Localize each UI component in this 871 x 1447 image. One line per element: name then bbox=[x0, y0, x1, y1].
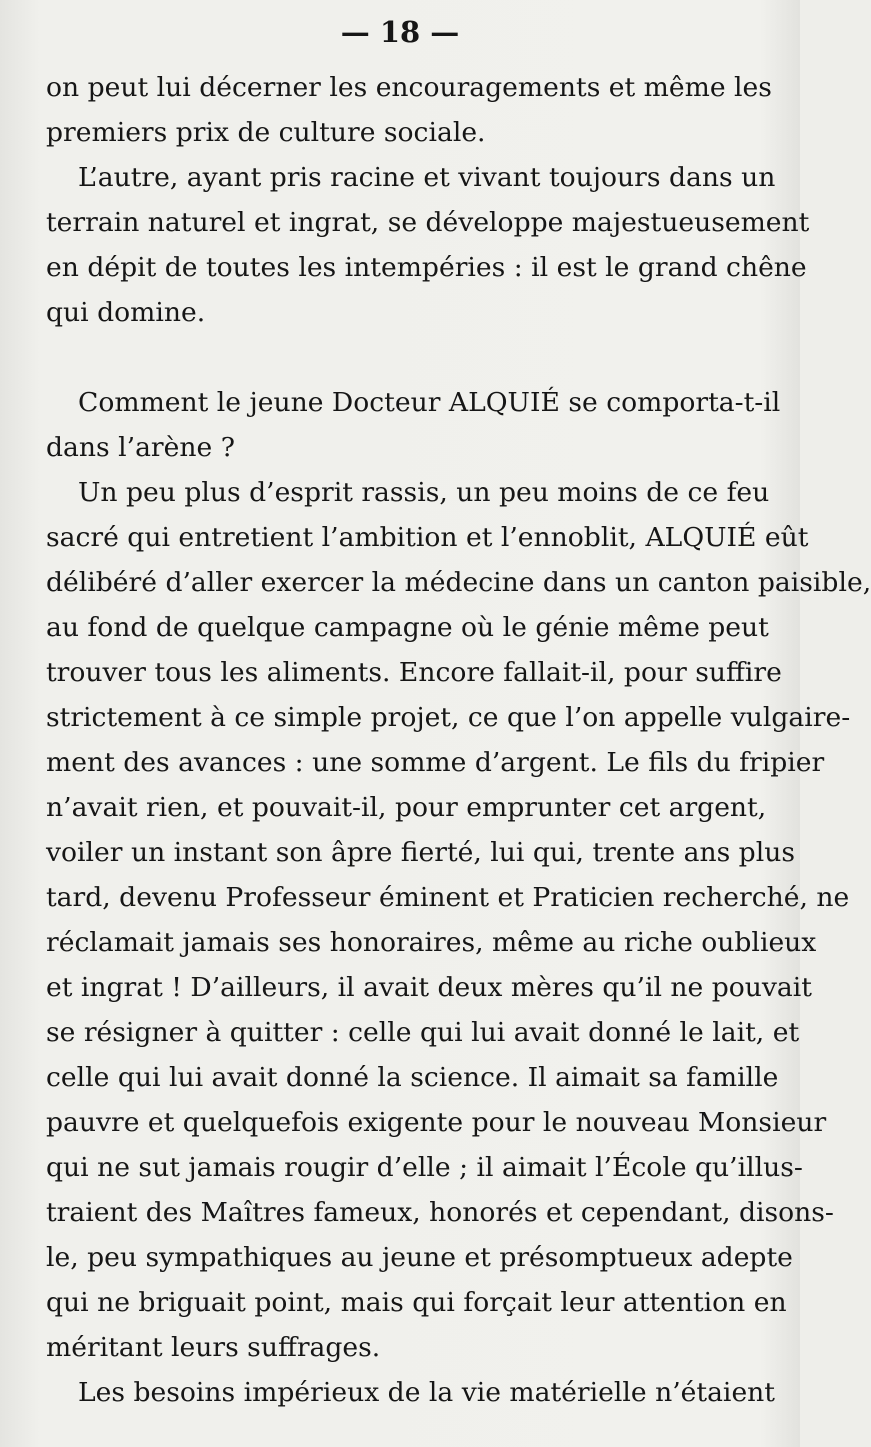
text-line: qui domine. bbox=[46, 297, 206, 328]
text-line: le, peu sympathiques au jeune et présomptueux adepte bbox=[46, 1242, 793, 1273]
text-line bbox=[78, 381, 781, 425]
text-span: eût bbox=[764, 522, 809, 553]
text-line: réclamait jamais ses honoraires, même au riche oublieux bbox=[46, 927, 817, 958]
text-line: ment des avances : une somme d’argent. Le fils du fripier bbox=[46, 747, 825, 778]
text-line: L’autre, ayant pris racine et vivant toujours dans un bbox=[78, 162, 776, 193]
text-line: Un peu plus d’esprit rassis, un peu moins de ce feu bbox=[78, 477, 770, 508]
text-line: premiers prix de culture sociale. bbox=[46, 117, 486, 148]
text-line: traient des Maîtres fameux, honorés et cependant, disons- bbox=[46, 1197, 834, 1228]
text-line: pauvre et quelquefois exigente pour le nouveau Monsieur bbox=[46, 1107, 827, 1138]
text-span: Comment le jeune Docteur bbox=[78, 387, 441, 418]
text-line: tard, devenu Professeur éminent et Praticien recherché, ne bbox=[46, 882, 850, 913]
name-alquie: ALQUIÉ bbox=[645, 522, 757, 553]
text-line: au fond de quelque campagne où le génie même peut bbox=[46, 612, 769, 643]
text-line: se résigner à quitter : celle qui lui avait donné le lait, et bbox=[46, 1017, 800, 1048]
text-line: dans l’arène ? bbox=[46, 432, 235, 463]
text-line: qui ne sut jamais rougir d’elle ; il aimait l’École qu’illus- bbox=[46, 1152, 803, 1183]
page-number: — 18 — bbox=[340, 15, 460, 49]
text-line: n’avait rien, et pouvait-il, pour emprunter cet argent, bbox=[46, 792, 767, 823]
text-line: qui ne briguait point, mais qui forçait leur attention en bbox=[46, 1287, 787, 1318]
text-line: Les besoins impérieux de la vie matérielle n’étaient bbox=[78, 1377, 775, 1408]
text-span: se comporta-t-il bbox=[568, 387, 781, 418]
text-line: strictement à ce simple projet, ce que l’on appelle vulgaire- bbox=[46, 702, 851, 733]
text-line: on peut lui décerner les encouragements et même les bbox=[46, 72, 772, 103]
text-line: voiler un instant son âpre fierté, lui qui, trente ans plus bbox=[46, 837, 795, 868]
text-span: sacré qui entretient l’ambition et l’ennoblit, bbox=[46, 522, 637, 553]
text-line: celle qui lui avait donné la science. Il aimait sa famille bbox=[46, 1062, 779, 1093]
text-line: méritant leurs suffrages. bbox=[46, 1332, 381, 1363]
text-line: en dépit de toutes les intempéries : il est le grand chêne bbox=[46, 252, 807, 283]
text-line: terrain naturel et ingrat, se développe majestueusement bbox=[46, 207, 810, 238]
text-line: trouver tous les aliments. Encore fallait-il, pour suffire bbox=[46, 657, 782, 688]
text-line: délibéré d’aller exercer la médecine dans un canton paisible, bbox=[46, 567, 871, 598]
name-alquie: ALQUIÉ bbox=[448, 387, 560, 418]
text-line bbox=[46, 516, 809, 560]
text-line: et ingrat ! D’ailleurs, il avait deux mères qu’il ne pouvait bbox=[46, 972, 812, 1003]
